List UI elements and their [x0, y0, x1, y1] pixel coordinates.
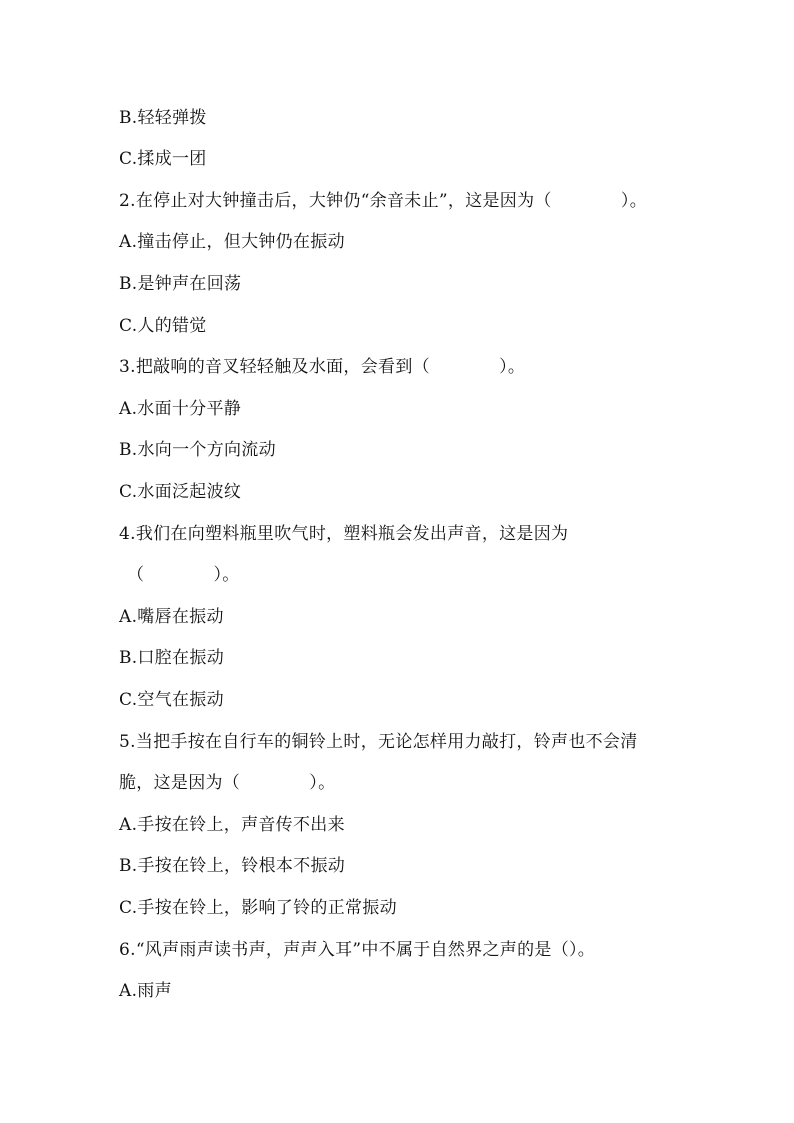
option-a-q4: A.嘴唇在振动 [119, 607, 224, 627]
option-c-q3: C.水面泛起波纹 [119, 482, 242, 502]
question-5: 5.当把手按在自行车的铜铃上时，无论怎样用力敲打，铃声也不会清 [119, 732, 638, 752]
option-c-q5: C.手按在铃上，影响了铃的正常振动 [119, 898, 397, 918]
question-4: 4.我们在向塑料瓶里吹气时，塑料瓶会发出声音，这是因为 [119, 524, 569, 544]
option-b-q5: B.手按在铃上，铃根本不振动 [119, 856, 346, 876]
option-c-q4: C.空气在振动 [119, 690, 224, 710]
option-b-q1: B.轻轻弹拨 [119, 108, 207, 128]
question-5-continued: 脆，这是因为（ ）。 [119, 773, 336, 793]
question-4-continued: （ ）。 [127, 565, 240, 585]
option-a-q2: A.撞击停止，但大钟仍在振动 [119, 232, 345, 252]
option-a-q5: A.手按在铃上，声音传不出来 [119, 815, 345, 835]
question-2: 2.在停止对大钟撞击后，大钟仍“余音未止”，这是因为（ ）。 [119, 191, 647, 211]
question-6: 6.“风声雨声读书声，声声入耳”中不属于自然界之声的是（）。 [119, 940, 596, 960]
option-c-q2: C.人的错觉 [119, 316, 207, 336]
option-a-q6: A.雨声 [119, 981, 172, 1001]
question-3: 3.把敲响的音叉轻轻触及水面，会看到（ ）。 [119, 357, 526, 377]
option-b-q2: B.是钟声在回荡 [119, 274, 242, 294]
option-b-q4: B.口腔在振动 [119, 648, 224, 668]
option-a-q3: A.水面十分平静 [119, 399, 242, 419]
option-c-q1: C.揉成一团 [119, 149, 207, 169]
option-b-q3: B.水向一个方向流动 [119, 440, 276, 460]
